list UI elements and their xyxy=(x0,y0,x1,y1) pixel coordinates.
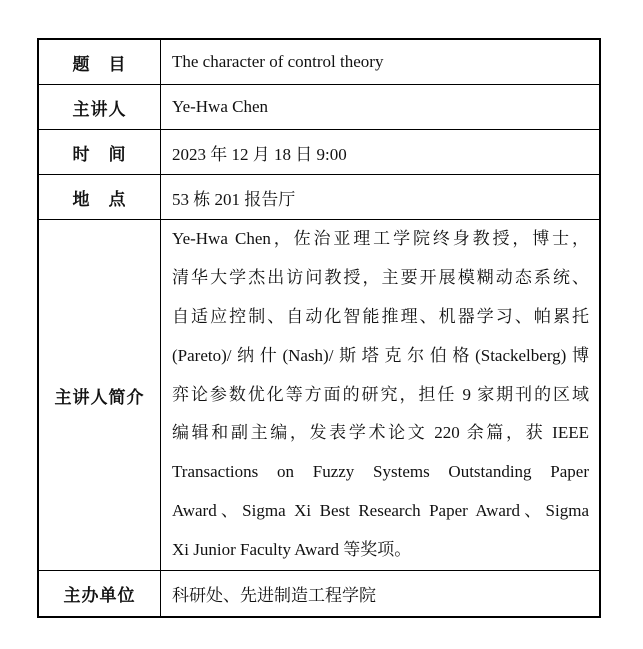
organizer-value-cell: 科研处、先进制造工程学院 xyxy=(172,586,376,605)
bio-line: 自适应控制、自动化智能推理、机器学习、帕累托 xyxy=(172,306,589,326)
time-value-cell: 2023 年 12 月 18 日 9:00 xyxy=(172,144,347,164)
table-row-location xyxy=(39,175,599,220)
title-value-cell: The character of control theory xyxy=(172,52,384,71)
bio-line: 编辑和副主编，发表学术论文 220 余篇，获 IEEE xyxy=(172,423,589,443)
organizer-label-cell: 主办单位 xyxy=(39,571,161,616)
speaker-label-cell: 主讲人 xyxy=(39,85,161,129)
seminar-info-table xyxy=(37,38,601,618)
table-row-organizer xyxy=(39,571,599,616)
bio-line: 清华大学杰出访问教授，主要开展模糊动态系统、 xyxy=(172,267,589,287)
table-row-speaker-bio xyxy=(39,220,599,571)
bio-label-cell: 主讲人简介 xyxy=(39,220,161,570)
table-row-speaker xyxy=(39,85,599,130)
table-row-time xyxy=(39,130,599,175)
bio-line: (Pareto)/纳什(Nash)/斯塔克尔伯格(Stackelberg)博 xyxy=(172,345,589,365)
location-label-cell: 地 点 xyxy=(39,175,161,219)
bio-line: Transactions on Fuzzy Systems Outstanding Paper xyxy=(172,462,589,482)
bio-line: Ye-Hwa Chen，佐治亚理工学院终身教授，博士， xyxy=(172,229,589,248)
table-row-title xyxy=(39,40,599,85)
location-value-cell: 53 栋 201 报告厅 xyxy=(172,189,296,209)
bio-line: 弈论参数优化等方面的研究，担任 9 家期刊的区域 xyxy=(172,384,589,404)
bio-value-cell xyxy=(161,220,599,570)
bio-line: Award、Sigma Xi Best Research Paper Award、Sigma xyxy=(172,501,589,521)
title-label-cell: 题 目 xyxy=(39,40,161,84)
bio-line: Xi Junior Faculty Award 等奖项。 xyxy=(172,540,412,560)
time-label-cell: 时 间 xyxy=(39,130,161,174)
speaker-value-cell: Ye-Hwa Chen xyxy=(172,97,269,116)
